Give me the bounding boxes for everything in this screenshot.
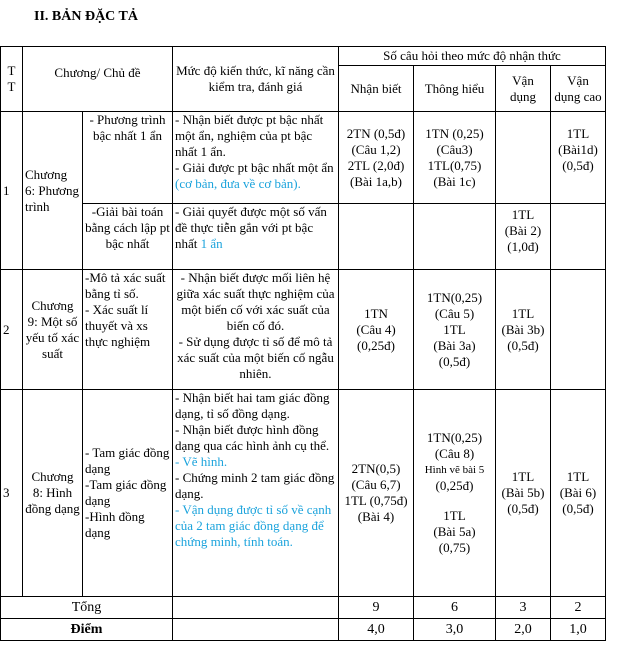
row3-chude: - Tam giác đồng dạng -Tam giác đồng dạng -Hình đồng dạng xyxy=(83,390,173,597)
row1-thong-hieu-1: 1TN (0,25) (Câu3) 1TL(0,75) (Bài 1c) xyxy=(414,112,496,204)
row3-thong-hieu: 1TN(0,25) (Câu 8) Hình vẽ bài 5 (0,25đ) 1TL (Bài 5a) (0,75) xyxy=(414,390,496,597)
row1-nhan-biet-1: 2TN (0,5đ) (Câu 1,2) 2TL (2,0đ) (Bài 1a,b) xyxy=(339,112,414,204)
tong-van-dung-cao: 2 xyxy=(551,597,606,619)
diem-thong-hieu: 3,0 xyxy=(414,619,496,641)
row2-van-dung-cao xyxy=(551,270,606,390)
tong-van-dung: 3 xyxy=(496,597,551,619)
row1-chude-1: - Phương trình bậc nhất 1 ẩn xyxy=(83,112,173,204)
header-van-dung: Vận dụng xyxy=(496,66,551,112)
row1-chuong: Chương 6: Phương trình xyxy=(23,112,83,270)
row3-chuong: Chương 8: Hình đồng dạng xyxy=(23,390,83,597)
header-thong-hieu: Thông hiểu xyxy=(414,66,496,112)
row1-mucdo-2: - Giải quyết được một số vấn đề thực tiễn gắn với pt bậc nhất 1 ẩn xyxy=(173,204,339,270)
row1-van-dung-1 xyxy=(496,112,551,204)
row3-van-dung: 1TL (Bài 5b) (0,5đ) xyxy=(496,390,551,597)
diem-van-dung: 2,0 xyxy=(496,619,551,641)
row2-thong-hieu: 1TN(0,25) (Câu 5) 1TL (Bài 3a) (0,5đ) xyxy=(414,270,496,390)
row2-chude: -Mô tả xác suất bằng tỉ số. - Xác suất lí thuyết và xs thực nghiệm xyxy=(83,270,173,390)
row1-mucdo-1: - Nhận biết được pt bậc nhất một ẩn, nghiệm của pt bậc nhất 1 ẩn. - Giải được pt bậc nhất một ẩn (cơ bản, đưa về cơ bản). xyxy=(173,112,339,204)
diem-nhan-biet: 4,0 xyxy=(339,619,414,641)
row1-chude-2: -Giải bài toán bằng cách lập pt bậc nhất xyxy=(83,204,173,270)
row3-nhan-biet: 2TN(0,5) (Câu 6,7) 1TL (0,75đ) (Bài 4) xyxy=(339,390,414,597)
tong-nhan-biet: 9 xyxy=(339,597,414,619)
row2-chuong: Chương 9: Một số yếu tố xác suất xyxy=(23,270,83,390)
header-chuong: Chương/ Chủ đề xyxy=(23,47,173,112)
row3-tt: 3 xyxy=(1,390,23,597)
specification-table xyxy=(0,46,606,641)
diem-label: Điểm xyxy=(1,619,173,641)
header-tt: T T xyxy=(1,47,23,112)
tong-empty xyxy=(173,597,339,619)
row1-van-dung-cao-1: 1TL (Bài1d) (0,5đ) xyxy=(551,112,606,204)
tong-label: Tổng xyxy=(1,597,173,619)
row3-mucdo: - Nhận biết hai tam giác đồng dạng, tỉ số đồng dạng. - Nhận biết được hình đồng dạng qua các hình ảnh cụ thể. - Vẽ hình. - Chứng minh 2 tam giác đồng dạng. - Vận dụng được tỉ số về cạnh của 2 tam giác đồng dạng để chứng minh, tính toán. xyxy=(173,390,339,597)
row1-thong-hieu-2 xyxy=(414,204,496,270)
header-van-dung-cao: Vận dụng cao xyxy=(551,66,606,112)
row2-van-dung: 1TL (Bài 3b) (0,5đ) xyxy=(496,270,551,390)
header-so-cau: Số câu hỏi theo mức độ nhận thức xyxy=(339,47,606,66)
tong-thong-hieu: 6 xyxy=(414,597,496,619)
row2-tt: 2 xyxy=(1,270,23,390)
row3-van-dung-cao: 1TL (Bài 6) (0,5đ) xyxy=(551,390,606,597)
header-muc-do: Mức độ kiến thức, kĩ năng cần kiểm tra, đánh giá xyxy=(173,47,339,112)
section-title: II. BẢN ĐẶC TẢ xyxy=(34,9,138,24)
diem-empty xyxy=(173,619,339,641)
row1-nhan-biet-2 xyxy=(339,204,414,270)
row1-tt: 1 xyxy=(1,112,23,270)
row2-nhan-biet: 1TN (Câu 4) (0,25đ) xyxy=(339,270,414,390)
row1-van-dung-2: 1TL (Bài 2) (1,0đ) xyxy=(496,204,551,270)
row2-mucdo: - Nhận biết được mối liên hệ giữa xác suất thực nghiệm của một biến cố với xác suất của biến cố đó. - Sử dụng được tỉ số để mô tả xác suất của một biến cố ngẫu nhiên. xyxy=(173,270,339,390)
row1-van-dung-cao-2 xyxy=(551,204,606,270)
diem-van-dung-cao: 1,0 xyxy=(551,619,606,641)
header-nhan-biet: Nhận biết xyxy=(339,66,414,112)
